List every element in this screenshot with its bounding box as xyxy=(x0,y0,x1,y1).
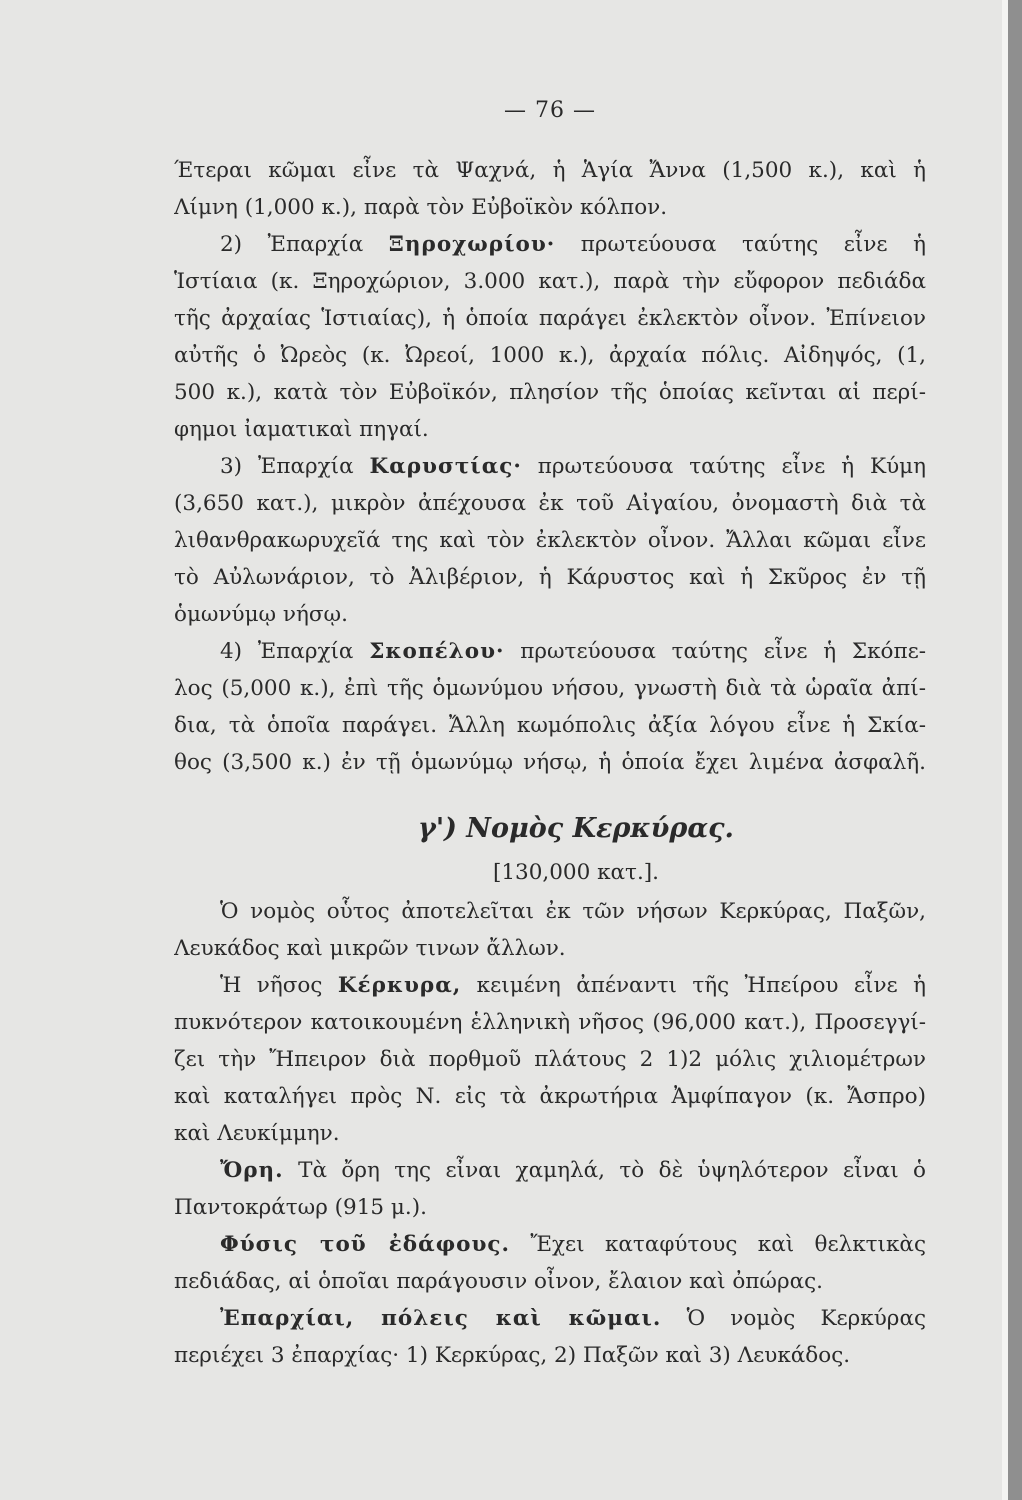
island-name: Κέρκυρα, xyxy=(337,973,462,998)
line-text: δια, τὰ ὁποῖα παράγει. Ἄλλη κωμόπολις ἀξία λόγου εἶνε ἡ Σκία- xyxy=(174,713,926,738)
line-text: Τὰ ὄρη της εἶναι χαμηλά, τὸ δὲ ὑψηλότερον εἶναι ὁ xyxy=(283,1158,926,1183)
line-text: Λευκάδος καὶ μικρῶν τινων ἄλλων. xyxy=(174,936,566,961)
text-line xyxy=(174,1226,926,1263)
subsection-heading: Ὄρη. xyxy=(220,1158,284,1183)
line-text: πεδιάδας, αἱ ὁποῖαι παράγουσιν οἶνον, ἔλαιον καὶ ὀπώρας. xyxy=(174,1269,823,1294)
text-line xyxy=(174,522,926,559)
line-text: 4) Ἐπαρχία xyxy=(220,639,370,664)
line-text: 500 κ.), κατὰ τὸν Εὐβοϊκόν, πλησίον τῆς ὁποίας κεῖνται αἱ περί- xyxy=(174,380,926,405)
text-line xyxy=(174,893,926,930)
line-text: λιθανθρακωρυχεῖά της καὶ τὸν ἐκλεκτὸν οἶνον. Ἄλλαι κῶμαι εἶνε xyxy=(174,528,926,553)
text-line xyxy=(174,930,926,967)
text-line xyxy=(174,707,926,744)
section-population: [130,000 κατ.]. xyxy=(492,860,660,885)
line-text: λος (5,000 κ.), ἐπὶ τῆς ὁμωνύμου νήσου, γνωστὴ διὰ τὰ ὡραῖα ἀπί- xyxy=(174,676,926,701)
line-text: καὶ Λευκίμμην. xyxy=(174,1121,340,1146)
line-text: Ἡ νῆσος xyxy=(220,973,338,998)
text-line xyxy=(174,1263,926,1300)
line-text: Έτεραι κῶμαι εἶνε τὰ Ψαχνά, ἡ Ἁγία Ἄννα (1,500 κ.), καὶ ἡ xyxy=(174,158,926,183)
text-line xyxy=(174,1041,926,1078)
text-line xyxy=(174,670,926,707)
line-text: Ἔχει καταφύτους καὶ θελκτικὰς xyxy=(509,1232,926,1257)
line-text: κειμένη ἀπέναντι τῆς Ἠπείρου εἶνε ἡ xyxy=(461,973,926,998)
body-text xyxy=(174,152,926,1374)
text-line xyxy=(174,1115,926,1152)
text-line xyxy=(174,448,926,485)
line-text: ζει τὴν Ἤπειρον διὰ πορθμοῦ πλάτους 2 1)2 μόλις χιλιομέτρων xyxy=(174,1047,926,1072)
text-line xyxy=(174,226,926,263)
line-text: 3) Ἐπαρχία xyxy=(220,454,370,479)
line-text: φημοι ἰαματικαὶ πηγαί. xyxy=(174,417,429,442)
text-line xyxy=(174,1152,926,1189)
text-line xyxy=(174,744,926,781)
line-text: Λίμνη (1,000 κ.), παρὰ τὸν Εὐβοϊκὸν κόλπον. xyxy=(174,195,668,220)
line-text: πρωτεύουσα ταύτης εἶνε ἡ Κύμη xyxy=(521,454,926,479)
page-edge-shadow xyxy=(1008,0,1022,1500)
text-line xyxy=(174,559,926,596)
line-text: Ὁ νομὸς Κερκύρας xyxy=(661,1306,926,1331)
line-text: Παντοκράτωρ (915 μ.). xyxy=(174,1195,427,1220)
province-name: Σκοπέλου· xyxy=(369,639,505,664)
text-line xyxy=(174,189,926,226)
line-text: περιέχει 3 ἐπαρχίας· 1) Κερκύρας, 2) Παξῶν καὶ 3) Λευκάδος. xyxy=(174,1343,851,1368)
text-line xyxy=(174,1004,926,1041)
line-text: θος (3,500 κ.) ἐν τῇ ὁμωνύμῳ νήσῳ, ἡ ὁποία ἔχει λιμένα ἀσφαλῆ. xyxy=(174,750,926,775)
text-line xyxy=(174,1300,926,1337)
page-number: — 76 — xyxy=(504,98,596,123)
text-line xyxy=(174,411,926,448)
text-line xyxy=(174,596,926,633)
text-line xyxy=(174,337,926,374)
province-name: Καρυστίας· xyxy=(369,454,522,479)
text-line xyxy=(174,374,926,411)
line-text: τῆς ἀρχαίας Ἱστιαίας), ἡ ὁποία παράγει ἐκλεκτὸν οἶνον. Ἐπίνειον xyxy=(174,306,926,331)
text-line xyxy=(174,300,926,337)
line-text: πυκνότερον κατοικουμένη ἑλληνικὴ νῆσος (96,000 κατ.), Προσεγγί- xyxy=(174,1010,926,1035)
subsection-heading: Φύσις τοῦ ἐδάφους. xyxy=(220,1232,510,1257)
text-line xyxy=(174,485,926,522)
line-text: πρωτεύουσα ταύτης εἶνε ἡ xyxy=(555,232,926,257)
text-line xyxy=(174,152,926,189)
text-line xyxy=(174,633,926,670)
subsection-heading: Ἐπαρχίαι, πόλεις καὶ κῶμαι. xyxy=(220,1306,662,1331)
text-line xyxy=(174,967,926,1004)
line-text: τὸ Αὐλωνάριον, τὸ Ἀλιβέριον, ἡ Κάρυστος καὶ ἡ Σκῦρος ἐν τῇ xyxy=(174,565,926,590)
line-text: Ἱστίαια (κ. Ξηροχώριον, 3.000 κατ.), παρὰ τὴν εὔφορον πεδιάδα xyxy=(174,269,926,294)
line-text: Ὁ νομὸς οὗτος ἀποτελεῖται ἐκ τῶν νήσων Κερκύρας, Παξῶν, xyxy=(220,899,926,924)
text-line xyxy=(174,1337,926,1374)
line-text: 2) Ἐπαρχία xyxy=(220,232,389,257)
line-text: (3,650 κατ.), μικρὸν ἀπέχουσα ἐκ τοῦ Αἰγαίου, ὀνομαστὴ διὰ τὰ xyxy=(174,491,926,516)
text-line xyxy=(174,1189,926,1226)
province-name: Ξηροχωρίου· xyxy=(388,232,556,257)
line-text: πρωτεύουσα ταύτης εἶνε ἡ Σκόπε- xyxy=(504,639,926,664)
line-text: ὁμωνύμῳ νήσῳ. xyxy=(174,602,348,627)
line-text: αὐτῆς ὁ Ὠρεὸς (κ. Ὠρεοί, 1000 κ.), ἀρχαία πόλις. Αἰδηψός, (1, xyxy=(174,343,926,368)
text-line xyxy=(174,263,926,300)
section-title: γ') Νομὸς Κερκύρας. xyxy=(418,813,734,844)
line-text: καὶ καταλήγει πρὸς Ν. εἰς τὰ ἀκρωτήρια Ἀμφίπαγον (κ. Ἄσπρο) xyxy=(174,1084,926,1109)
text-line xyxy=(174,1078,926,1115)
